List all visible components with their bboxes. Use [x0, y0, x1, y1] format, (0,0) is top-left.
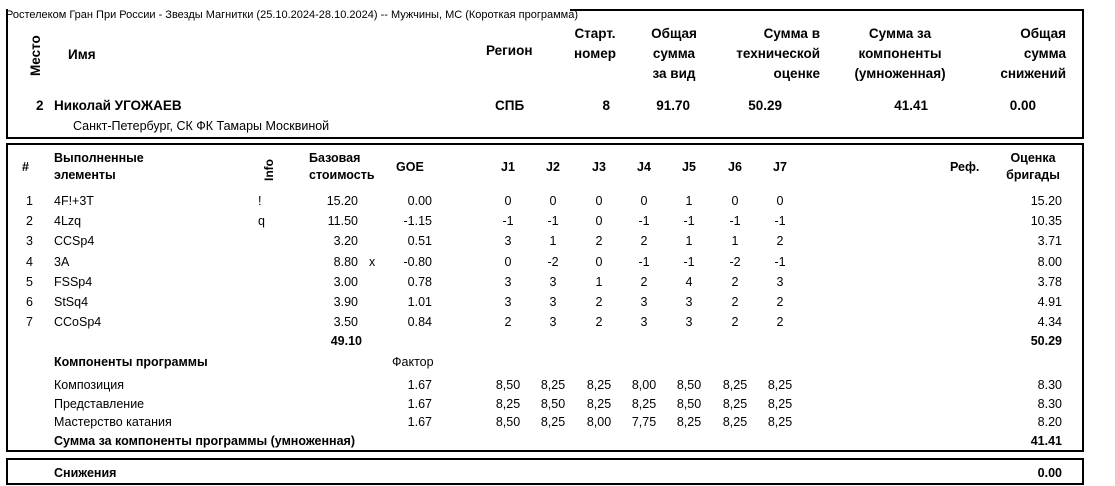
skater-tes: 50.29	[748, 98, 782, 113]
element-num: 1	[26, 194, 33, 208]
component-judge-2: 8,25	[540, 378, 566, 392]
element-judge-1: 3	[504, 295, 512, 309]
pcs-total: 41.41	[1030, 434, 1062, 448]
element-judge-7: -1	[774, 254, 786, 269]
element-name: CCoSp4	[54, 315, 102, 330]
element-judge-7: 3	[776, 274, 784, 289]
judge-header-5: J5	[682, 160, 696, 174]
element-score: 8.00	[1037, 254, 1062, 269]
deductions-box	[6, 458, 1084, 485]
skater-region: СПБ	[495, 98, 525, 113]
element-num: 3	[26, 234, 33, 249]
element-judge-1: 2	[504, 315, 512, 330]
component-judge-5: 8,50	[676, 378, 702, 392]
element-judge-7: 0	[776, 194, 784, 208]
component-judge-7: 8,25	[767, 415, 793, 429]
skater-place: 2	[36, 98, 44, 113]
component-judge-3: 8,25	[586, 378, 612, 392]
element-goe: 0.78	[407, 274, 432, 289]
element-judge-3: 2	[595, 234, 603, 249]
element-base: 3.00	[333, 274, 358, 289]
name-header: Имя	[68, 47, 96, 62]
base-header: Базовая стоимость	[309, 151, 375, 182]
element-score: 10.35	[1030, 214, 1062, 229]
element-judge-1: 0	[504, 194, 512, 208]
element-judge-6: 0	[731, 194, 739, 208]
component-factor: 1.67	[407, 415, 432, 429]
component-judge-2: 8,50	[540, 396, 566, 411]
element-base: 15.20	[326, 194, 358, 208]
element-score: 4.91	[1037, 295, 1062, 309]
panel-header: Оценка бригады	[1006, 151, 1060, 182]
component-judge-6: 8,25	[722, 415, 748, 429]
component-score: 8.30	[1037, 396, 1062, 411]
element-judge-3: 2	[595, 315, 603, 330]
num-header: #	[22, 160, 29, 174]
element-judge-5: 3	[685, 295, 693, 309]
element-judge-3: 0	[595, 194, 603, 208]
deductions-label: Снижения	[54, 466, 117, 480]
component-name: Композиция	[54, 378, 125, 392]
component-factor: 1.67	[407, 378, 432, 392]
component-judge-1: 8,50	[495, 378, 521, 392]
component-judge-3: 8,25	[586, 396, 612, 411]
goe-header: GOE	[396, 160, 424, 174]
component-judge-4: 7,75	[631, 415, 657, 429]
element-judge-4: 2	[640, 274, 648, 289]
element-judge-7: 2	[776, 315, 784, 330]
judge-header-7: J7	[773, 160, 787, 174]
element-num: 4	[26, 254, 33, 269]
element-judge-6: -1	[729, 214, 741, 229]
element-judge-5: 4	[685, 274, 693, 289]
element-num: 2	[26, 214, 33, 229]
element-judge-6: 2	[731, 315, 739, 330]
component-judge-5: 8,25	[676, 415, 702, 429]
element-name: 4Lzq	[54, 214, 82, 229]
page-title: Ростелеком Гран При России - Звезды Магнитки (25.10.2024-28.10.2024) -- Мужчины, МС (Короткая программа)	[6, 9, 578, 21]
element-judge-5: 3	[685, 315, 693, 330]
component-judge-1: 8,50	[495, 415, 521, 429]
judge-header-3: J3	[592, 160, 606, 174]
element-goe: 0.84	[407, 315, 432, 330]
element-name: 3A	[54, 254, 70, 269]
component-judge-4: 8,00	[631, 378, 657, 392]
element-num: 6	[26, 295, 33, 309]
element-judge-5: 1	[685, 234, 693, 249]
skater-club: Санкт-Петербург, СК ФК Тамары Москвиной	[73, 119, 330, 133]
element-judge-3: 0	[595, 214, 603, 229]
element-judge-3: 2	[595, 295, 603, 309]
element-judge-2: 1	[549, 234, 557, 249]
element-goe: 0.51	[407, 234, 432, 249]
element-judge-4: 3	[640, 295, 648, 309]
component-score: 8.30	[1037, 378, 1062, 392]
element-judge-1: 0	[504, 254, 512, 269]
element-judge-5: -1	[683, 254, 695, 269]
component-score: 8.20	[1037, 415, 1062, 429]
component-judge-3: 8,00	[586, 415, 612, 429]
element-goe: 1.01	[407, 295, 432, 309]
element-score: 4.34	[1037, 315, 1062, 330]
element-judge-6: -2	[729, 254, 741, 269]
component-judge-6: 8,25	[722, 396, 748, 411]
element-judge-6: 2	[731, 274, 739, 289]
element-judge-2: -1	[547, 214, 559, 229]
element-judge-5: 1	[685, 194, 693, 208]
element-judge-2: 3	[549, 295, 557, 309]
element-base: 11.50	[327, 214, 358, 229]
deductions-total: 0.00	[1037, 466, 1062, 480]
components-label: Компоненты программы	[54, 355, 208, 369]
element-info: !	[258, 194, 262, 208]
component-judge-6: 8,25	[722, 378, 748, 392]
element-base: 8.80	[333, 254, 358, 269]
element-name: StSq4	[54, 295, 89, 309]
element-judge-2: -2	[547, 254, 559, 269]
judge-header-1: J1	[501, 160, 515, 174]
element-judge-3: 1	[595, 274, 603, 289]
element-judge-3: 0	[595, 254, 603, 269]
element-num: 5	[26, 274, 33, 289]
component-factor: 1.67	[407, 396, 432, 411]
component-judge-4: 8,25	[631, 396, 657, 411]
deductions-header: Общая сумма снижений	[1000, 26, 1066, 81]
element-name: FSSp4	[54, 274, 93, 289]
element-num: 7	[26, 315, 33, 330]
element-name: 4F!+3T	[54, 194, 94, 208]
element-goe: 0.00	[407, 194, 432, 208]
info-header: Info	[262, 159, 276, 181]
total-header: Общая сумма за вид	[651, 26, 697, 81]
element-base: 3.20	[333, 234, 358, 249]
element-judge-1: -1	[502, 214, 514, 229]
element-judge-5: -1	[683, 214, 695, 229]
component-judge-1: 8,25	[495, 396, 521, 411]
skater-deductions: 0.00	[1009, 98, 1036, 113]
component-judge-7: 8,25	[767, 378, 793, 392]
base-total: 49.10	[330, 334, 362, 348]
skater-total: 91.70	[656, 98, 690, 113]
component-judge-5: 8,50	[676, 396, 702, 411]
skater-start-no: 8	[602, 98, 610, 113]
element-judge-2: 3	[549, 274, 557, 289]
component-name: Представление	[54, 396, 145, 411]
pcs-total-label: Сумма за компоненты программы (умноженная)	[54, 434, 355, 448]
component-judge-2: 8,25	[540, 415, 566, 429]
element-judge-2: 3	[549, 315, 557, 330]
tes-total: 50.29	[1030, 334, 1062, 348]
elements-header: Выполненные элементы	[54, 151, 144, 182]
element-judge-1: 3	[504, 234, 512, 249]
ref-header: Реф.	[950, 160, 980, 174]
element-score: 15.20	[1030, 194, 1062, 208]
element-judge-6: 2	[731, 295, 739, 309]
element-judge-4: 3	[640, 315, 648, 330]
place-header: Место	[28, 35, 43, 76]
element-base: 3.90	[333, 295, 358, 309]
element-score: 3.78	[1037, 274, 1062, 289]
element-judge-4: -1	[638, 214, 650, 229]
element-name: CCSp4	[54, 234, 95, 249]
element-judge-7: 2	[776, 295, 784, 309]
tes-header: Сумма в технической оценке	[736, 26, 820, 81]
region-header: Регион	[486, 43, 533, 58]
factor-label: Фактор	[392, 355, 434, 369]
component-name: Мастерство катания	[54, 415, 172, 429]
start-no-header: Старт. номер	[574, 26, 616, 61]
element-judge-7: 2	[776, 234, 784, 249]
component-judge-7: 8,25	[767, 396, 793, 411]
skater-pcs: 41.41	[894, 98, 928, 113]
element-base: 3.50	[333, 315, 358, 330]
element-info: q	[258, 214, 265, 229]
element-judge-4: 2	[640, 234, 648, 249]
skater-name: Николай УГОЖАЕВ	[54, 98, 182, 113]
element-judge-2: 0	[549, 194, 557, 208]
judge-header-4: J4	[637, 160, 651, 174]
element-judge-6: 1	[731, 234, 739, 249]
element-judge-1: 3	[504, 274, 512, 289]
pcs-header: Сумма за компоненты (умноженная)	[854, 26, 946, 81]
element-bonus-mark: x	[369, 254, 376, 269]
judge-header-6: J6	[728, 160, 742, 174]
element-judge-4: 0	[640, 194, 648, 208]
element-score: 3.71	[1037, 234, 1062, 249]
element-judge-4: -1	[638, 254, 650, 269]
element-goe: -1.15	[403, 214, 432, 229]
element-judge-7: -1	[774, 214, 786, 229]
judge-header-2: J2	[546, 160, 560, 174]
element-goe: -0.80	[403, 254, 432, 269]
